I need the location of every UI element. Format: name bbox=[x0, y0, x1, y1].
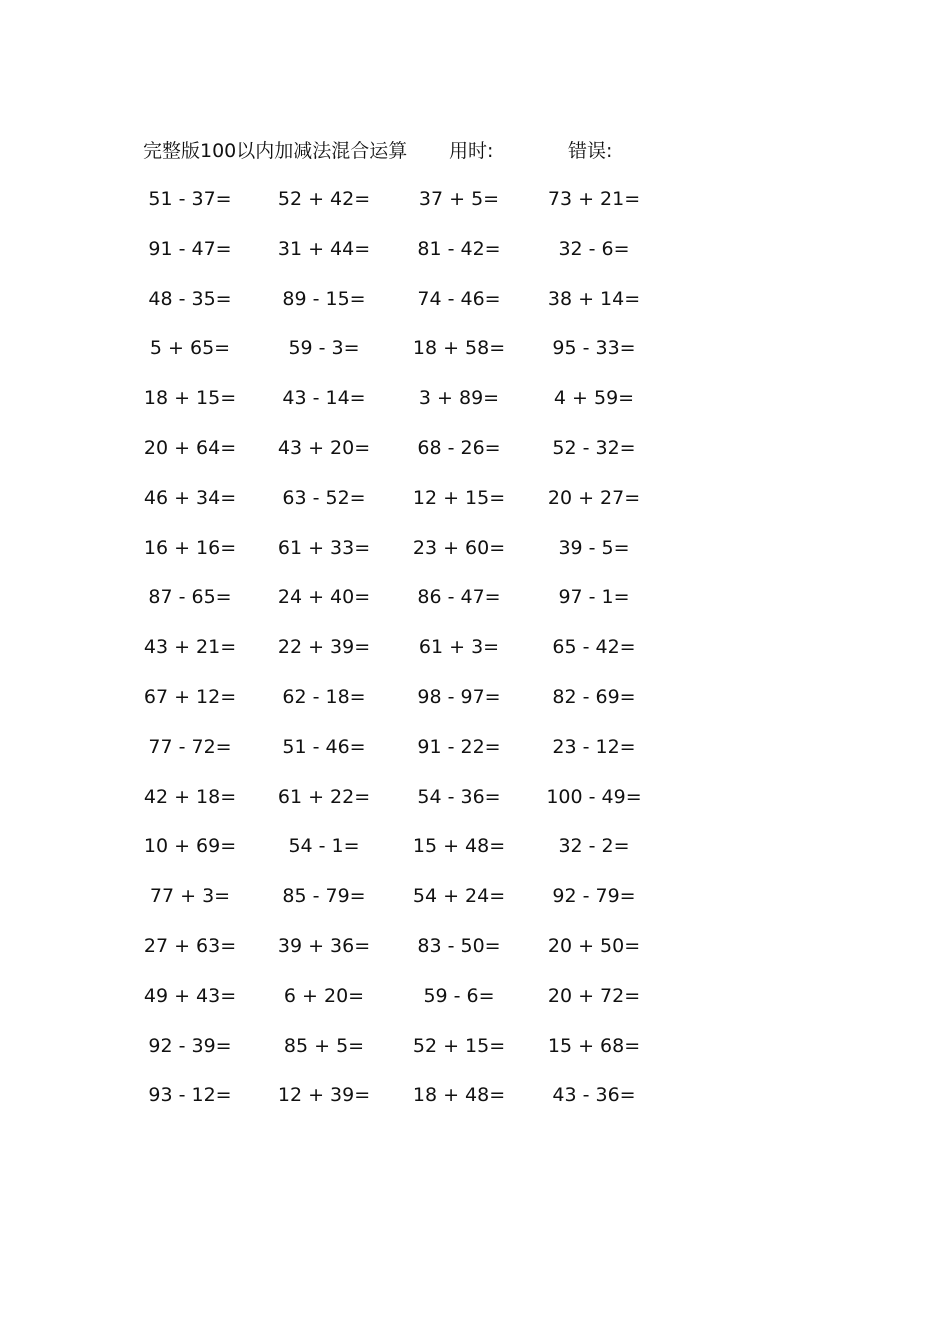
problem-item: 83 - 50= bbox=[417, 934, 501, 957]
problem-item: 82 - 69= bbox=[552, 685, 636, 708]
problem-item: 42 + 18= bbox=[143, 785, 237, 808]
problem-item: 61 + 3= bbox=[418, 636, 500, 659]
problem-item: 91 - 47= bbox=[148, 237, 232, 260]
problem-item: 5 + 65= bbox=[149, 337, 231, 360]
problem-item: 51 - 46= bbox=[282, 735, 366, 758]
problem-row bbox=[0, 334, 950, 384]
problem-item: 89 - 15= bbox=[282, 287, 366, 310]
problem-row bbox=[0, 235, 950, 285]
problem-item: 6 + 20= bbox=[283, 984, 365, 1007]
problem-row bbox=[0, 534, 950, 584]
problem-item: 91 - 22= bbox=[417, 735, 501, 758]
problem-item: 12 + 39= bbox=[277, 1084, 371, 1107]
problem-row bbox=[0, 733, 950, 783]
problem-item: 85 - 79= bbox=[282, 885, 366, 908]
problem-item: 67 + 12= bbox=[143, 685, 237, 708]
problem-item: 43 - 36= bbox=[552, 1084, 636, 1107]
problem-item: 43 + 20= bbox=[277, 436, 371, 459]
worksheet-title: 完整版100以内加减法混合运算 bbox=[143, 140, 408, 162]
problem-item: 49 + 43= bbox=[143, 984, 237, 1007]
problem-item: 22 + 39= bbox=[277, 636, 371, 659]
problem-row bbox=[0, 882, 950, 932]
problem-row bbox=[0, 583, 950, 633]
problem-row bbox=[0, 1081, 950, 1131]
problem-item: 61 + 33= bbox=[277, 536, 371, 559]
problem-item: 15 + 68= bbox=[547, 1034, 641, 1057]
problem-item: 54 - 1= bbox=[288, 835, 360, 858]
problem-item: 23 - 12= bbox=[552, 735, 636, 758]
problem-item: 43 - 14= bbox=[282, 387, 366, 410]
problem-item: 87 - 65= bbox=[148, 586, 232, 609]
problem-item: 20 + 50= bbox=[547, 934, 641, 957]
problem-item: 85 + 5= bbox=[283, 1034, 365, 1057]
problem-item: 68 - 26= bbox=[417, 436, 501, 459]
time-used-label: 用时: bbox=[449, 140, 494, 162]
problem-row bbox=[0, 434, 950, 484]
problem-item: 62 - 18= bbox=[282, 685, 366, 708]
problem-item: 74 - 46= bbox=[417, 287, 501, 310]
problem-row bbox=[0, 982, 950, 1032]
problem-item: 20 + 27= bbox=[547, 486, 641, 509]
problem-item: 27 + 63= bbox=[143, 934, 237, 957]
problem-row bbox=[0, 783, 950, 833]
problem-item: 32 - 2= bbox=[558, 835, 630, 858]
problem-item: 20 + 64= bbox=[143, 436, 237, 459]
problem-item: 81 - 42= bbox=[417, 237, 501, 260]
problem-row bbox=[0, 285, 950, 335]
problem-row bbox=[0, 185, 950, 235]
problem-item: 97 - 1= bbox=[558, 586, 630, 609]
problem-row bbox=[0, 832, 950, 882]
problem-item: 52 + 42= bbox=[277, 188, 371, 210]
worksheet-header bbox=[0, 136, 950, 166]
problem-item: 31 + 44= bbox=[277, 237, 371, 260]
problem-item: 98 - 97= bbox=[417, 685, 501, 708]
problem-item: 48 - 35= bbox=[148, 287, 232, 310]
problem-item: 10 + 69= bbox=[143, 835, 237, 858]
problem-item: 65 - 42= bbox=[552, 636, 636, 659]
problem-item: 52 - 32= bbox=[552, 436, 636, 459]
problem-item: 23 + 60= bbox=[412, 536, 506, 559]
problem-item: 18 + 48= bbox=[412, 1084, 506, 1107]
problem-item: 12 + 15= bbox=[412, 486, 506, 509]
problem-item: 16 + 16= bbox=[143, 536, 237, 559]
problem-row bbox=[0, 633, 950, 683]
problem-item: 63 - 52= bbox=[282, 486, 366, 509]
problem-item: 18 + 15= bbox=[143, 387, 237, 410]
problem-item: 92 - 39= bbox=[148, 1034, 232, 1057]
problem-item: 59 - 6= bbox=[423, 984, 495, 1007]
problem-item: 46 + 34= bbox=[143, 486, 237, 509]
problem-item: 86 - 47= bbox=[417, 586, 501, 609]
problem-row bbox=[0, 683, 950, 733]
problem-item: 18 + 58= bbox=[412, 337, 506, 360]
problem-item: 24 + 40= bbox=[277, 586, 371, 609]
problem-item: 54 - 36= bbox=[417, 785, 501, 808]
problem-item: 93 - 12= bbox=[148, 1084, 232, 1107]
problem-item: 37 + 5= bbox=[418, 188, 500, 210]
problem-row bbox=[0, 1032, 950, 1082]
problem-item: 52 + 15= bbox=[412, 1034, 506, 1057]
problem-item: 54 + 24= bbox=[412, 885, 506, 908]
error-count-label: 错误: bbox=[568, 140, 613, 162]
problem-item: 59 - 3= bbox=[288, 337, 360, 360]
problem-item: 100 - 49= bbox=[546, 785, 642, 808]
problem-row bbox=[0, 384, 950, 434]
problem-row bbox=[0, 484, 950, 534]
problem-item: 32 - 6= bbox=[558, 237, 630, 260]
problem-item: 38 + 14= bbox=[547, 287, 641, 310]
problem-grid bbox=[0, 185, 950, 1131]
problem-item: 51 - 37= bbox=[148, 188, 232, 210]
problem-item: 4 + 59= bbox=[553, 387, 635, 410]
problem-item: 20 + 72= bbox=[547, 984, 641, 1007]
problem-row bbox=[0, 932, 950, 982]
problem-item: 95 - 33= bbox=[552, 337, 636, 360]
problem-item: 77 - 72= bbox=[148, 735, 232, 758]
problem-item: 92 - 79= bbox=[552, 885, 636, 908]
problem-item: 39 - 5= bbox=[558, 536, 630, 559]
problem-item: 15 + 48= bbox=[412, 835, 506, 858]
problem-item: 61 + 22= bbox=[277, 785, 371, 808]
problem-item: 77 + 3= bbox=[149, 885, 231, 908]
problem-item: 39 + 36= bbox=[277, 934, 371, 957]
problem-item: 73 + 21= bbox=[547, 188, 641, 210]
problem-item: 43 + 21= bbox=[143, 636, 237, 659]
problem-item: 3 + 89= bbox=[418, 387, 500, 410]
